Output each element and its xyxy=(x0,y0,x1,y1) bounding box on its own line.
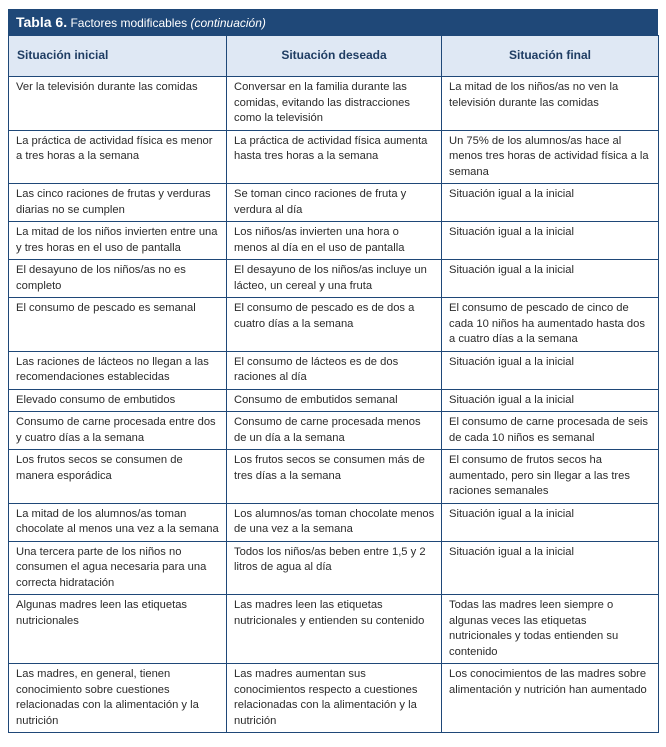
cell-initial: El consumo de pescado es semanal xyxy=(9,298,227,352)
cell-final: El consumo de frutos secos ha aumentado, pero sin llegar a las tres raciones semanales xyxy=(442,450,659,504)
table-row xyxy=(9,389,659,412)
cell-initial: El desayuno de los niños/as no es completo xyxy=(9,260,227,298)
cell-initial: La práctica de actividad física es menor a tres horas a la semana xyxy=(9,130,227,184)
cell-desired: Las madres aumentan sus conocimientos respecto a cuestiones relacionadas con la alimentación y la nutrición xyxy=(227,664,442,733)
table-row xyxy=(9,260,659,298)
cell-desired: Consumo de embutidos semanal xyxy=(227,389,442,412)
cell-desired: El consumo de pescado es de dos a cuatro días a la semana xyxy=(227,298,442,352)
cell-final: Situación igual a la inicial xyxy=(442,260,659,298)
header-initial: Situación inicial xyxy=(9,36,227,77)
table-row xyxy=(9,298,659,352)
table-row xyxy=(9,412,659,450)
cell-final: El consumo de pescado de cinco de cada 10 niños ha aumentado hasta dos a cuatro días a la semana xyxy=(442,298,659,352)
cell-desired: Los frutos secos se consumen más de tres días a la semana xyxy=(227,450,442,504)
header-desired: Situación deseada xyxy=(227,36,442,77)
cell-final: Situación igual a la inicial xyxy=(442,541,659,595)
table-row xyxy=(9,130,659,184)
cell-initial: Elevado consumo de embutidos xyxy=(9,389,227,412)
cell-desired: Consumo de carne procesada menos de un día a la semana xyxy=(227,412,442,450)
cell-initial: Algunas madres leen las etiquetas nutricionales xyxy=(9,595,227,664)
table-title: Factores modificables xyxy=(70,16,188,30)
table-row xyxy=(9,450,659,504)
table-container xyxy=(8,9,658,733)
cell-final: Situación igual a la inicial xyxy=(442,503,659,541)
cell-initial: Las cinco raciones de frutas y verduras diarias no se cumplen xyxy=(9,184,227,222)
cell-initial: La mitad de los alumnos/as toman chocolate al menos una vez a la semana xyxy=(9,503,227,541)
cell-desired: Los niños/as invierten una hora o menos al día en el uso de pantalla xyxy=(227,222,442,260)
cell-desired: Los alumnos/as toman chocolate menos de una vez a la semana xyxy=(227,503,442,541)
cell-final: Los conocimientos de las madres sobre alimentación y nutrición han aumentado xyxy=(442,664,659,733)
cell-initial: Consumo de carne procesada entre dos y cuatro días a la semana xyxy=(9,412,227,450)
header-row xyxy=(9,36,659,77)
factors-table xyxy=(8,35,659,733)
cell-final: Todas las madres leen siempre o algunas veces las etiquetas nutricionales y todas entienden su contenido xyxy=(442,595,659,664)
cell-desired: El desayuno de los niños/as incluye un lácteo, un cereal y una fruta xyxy=(227,260,442,298)
table-row xyxy=(9,595,659,664)
cell-initial: Las madres, en general, tienen conocimiento sobre cuestiones relacionadas con la alimentación y la nutrición xyxy=(9,664,227,733)
cell-desired: La práctica de actividad física aumenta hasta tres horas a la semana xyxy=(227,130,442,184)
table-row xyxy=(9,222,659,260)
table-row xyxy=(9,541,659,595)
cell-desired: Todos los niños/as beben entre 1,5 y 2 litros de agua al día xyxy=(227,541,442,595)
cell-final: Situación igual a la inicial xyxy=(442,222,659,260)
cell-final: Situación igual a la inicial xyxy=(442,351,659,389)
table-number: Tabla 6. xyxy=(16,14,68,30)
cell-initial: Una tercera parte de los niños no consumen el agua necesaria para una correcta hidratación xyxy=(9,541,227,595)
cell-desired: Se toman cinco raciones de fruta y verdura al día xyxy=(227,184,442,222)
table-row xyxy=(9,664,659,733)
cell-initial: Ver la televisión durante las comidas xyxy=(9,77,227,131)
header-final: Situación final xyxy=(442,36,659,77)
cell-desired: El consumo de lácteos es de dos raciones al día xyxy=(227,351,442,389)
table-row xyxy=(9,77,659,131)
cell-initial: Los frutos secos se consumen de manera esporádica xyxy=(9,450,227,504)
cell-final: Situación igual a la inicial xyxy=(442,184,659,222)
cell-final: El consumo de carne procesada de seis de cada 10 niños es semanal xyxy=(442,412,659,450)
cell-desired: Las madres leen las etiquetas nutricionales y entienden su contenido xyxy=(227,595,442,664)
cell-final: Un 75% de los alumnos/as hace al menos tres horas de actividad física a la semana xyxy=(442,130,659,184)
table-title-suffix: (continuación) xyxy=(190,16,266,30)
cell-initial: Las raciones de lácteos no llegan a las recomendaciones establecidas xyxy=(9,351,227,389)
cell-initial: La mitad de los niños invierten entre una y tres horas en el uso de pantalla xyxy=(9,222,227,260)
cell-final: La mitad de los niños/as no ven la televisión durante las comidas xyxy=(442,77,659,131)
table-body xyxy=(9,77,659,733)
table-row xyxy=(9,503,659,541)
table-title-bar xyxy=(8,9,658,35)
cell-desired: Conversar en la familia durante las comidas, evitando las distracciones como la televisión xyxy=(227,77,442,131)
table-row xyxy=(9,184,659,222)
table-row xyxy=(9,351,659,389)
cell-final: Situación igual a la inicial xyxy=(442,389,659,412)
